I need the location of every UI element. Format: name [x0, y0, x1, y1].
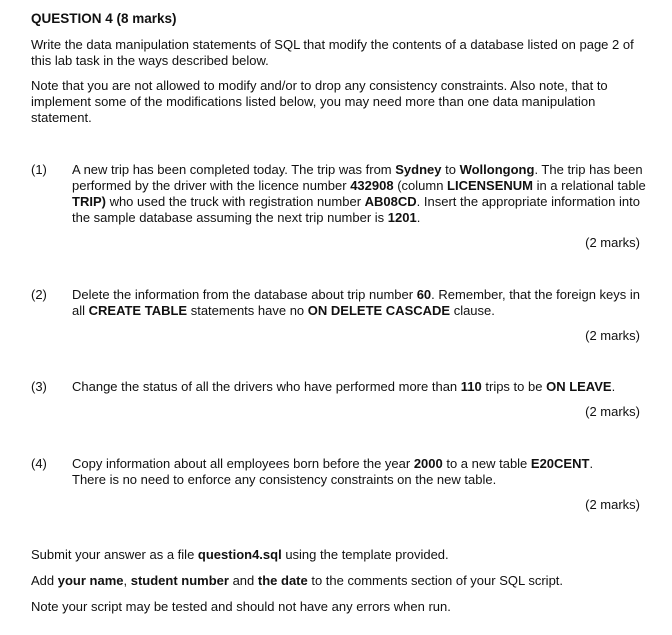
text-run: .: [611, 379, 616, 394]
text-run: A new trip has been completed today. The trip was from: [72, 162, 396, 177]
question-number: (4): [31, 456, 47, 471]
text-run: statements have no: [187, 303, 308, 318]
emphasized-term: E20CENT: [530, 456, 590, 471]
emphasized-term: 432908: [350, 178, 394, 193]
text-run: using the template provided.: [281, 547, 449, 562]
submit-instruction: [31, 547, 449, 563]
intro-paragraph-2: [31, 78, 643, 126]
text-run: .: [416, 210, 421, 225]
text-run: trips to be: [481, 379, 547, 394]
text-run: . Insert the appropriate information into the sample database assuming the next trip number is: [72, 194, 640, 225]
question-number: (3): [31, 379, 47, 394]
question-text: [72, 162, 648, 226]
intro-text-1: Write the data manipulation statements of SQL that modify the contents of a database listed on page 2 of this lab task in the ways described below.: [31, 37, 634, 68]
text-run: in a relational table: [533, 178, 646, 193]
marks-label: (2 marks): [585, 328, 640, 343]
emphasized-term: 1201: [387, 210, 417, 225]
text-run: Delete the information from the database about trip number: [72, 287, 417, 302]
text-run: Note your script may be tested and should not have any errors when run.: [31, 599, 451, 614]
text-run: . Remember, that the foreign keys in all: [72, 287, 640, 318]
text-run: Copy information about all employees born before the year: [72, 456, 414, 471]
marks-label: (2 marks): [585, 497, 640, 512]
testing-note: [31, 599, 451, 615]
marks-label: (2 marks): [585, 404, 640, 419]
emphasized-term: Sydney: [395, 162, 442, 177]
text-run: Submit your answer as a file: [31, 547, 198, 562]
text-run: to a new table: [442, 456, 531, 471]
text-run: There is no need to enforce any consistency constraints on the new table.: [72, 472, 497, 487]
emphasized-term: your name: [57, 573, 124, 588]
question-text: [72, 456, 648, 488]
emphasized-term: 60: [416, 287, 432, 302]
question-heading: QUESTION 4 (8 marks): [31, 11, 177, 26]
emphasized-term: question4.sql: [197, 547, 282, 562]
emphasized-term: AB08CD: [364, 194, 417, 209]
emphasized-term: ON DELETE CASCADE: [307, 303, 451, 318]
text-run: ,: [123, 573, 131, 588]
question-number: (1): [31, 162, 47, 177]
intro-text-2: Note that you are not allowed to modify and/or to drop any consistency constraints. Also note, that to implement some of the modifications listed below, you may need more than one data manipulation statement.: [31, 78, 608, 125]
emphasized-term: TRIP): [72, 194, 106, 209]
question-text: [72, 287, 648, 319]
emphasized-term: CREATE TABLE: [88, 303, 188, 318]
text-run: . The trip has been performed by the driver with the licence number: [72, 162, 643, 193]
text-run: and: [228, 573, 258, 588]
add-details-instruction: [31, 573, 563, 589]
text-run: Add: [31, 573, 58, 588]
text-run: (column: [393, 178, 448, 193]
text-run: to the comments section of your SQL script.: [307, 573, 564, 588]
text-run: to: [441, 162, 460, 177]
emphasized-term: 2000: [413, 456, 443, 471]
question-number: (2): [31, 287, 47, 302]
marks-label: (2 marks): [585, 235, 640, 250]
text-run: .: [589, 456, 594, 471]
emphasized-term: LICENSENUM: [447, 178, 533, 193]
emphasized-term: the date: [257, 573, 308, 588]
emphasized-term: student number: [130, 573, 229, 588]
intro-paragraph-1: [31, 37, 643, 69]
emphasized-term: Wollongong: [459, 162, 535, 177]
text-run: who used the truck with registration number: [105, 194, 365, 209]
text-run: clause.: [450, 303, 495, 318]
text-run: Change the status of all the drivers who have performed more than: [72, 379, 461, 394]
emphasized-term: 110: [460, 379, 482, 394]
emphasized-term: ON LEAVE: [546, 379, 612, 394]
question-text: [72, 379, 648, 395]
